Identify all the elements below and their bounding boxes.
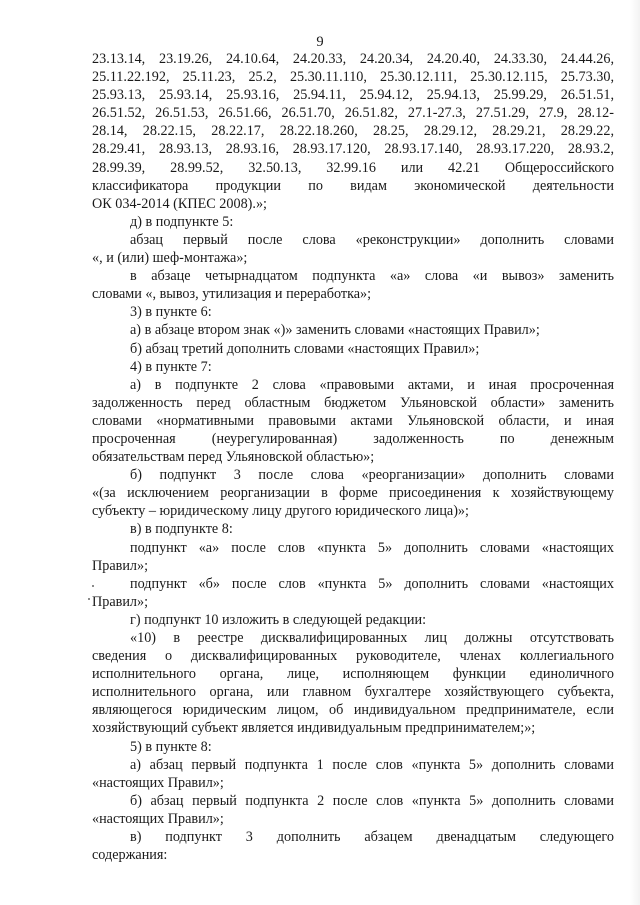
document-body [92, 50, 614, 864]
text-line: задолженность перед областным бюджетом Ульяновской области» заменить [92, 394, 614, 411]
text-line: а) в абзаце втором знак «)» заменить словами «настоящих Правил»; [130, 322, 540, 339]
text-line: 5) в пункте 8: [130, 738, 212, 755]
text-line: «настоящих Правил»; [92, 810, 224, 827]
text-line: 28.14, 28.22.15, 28.22.17, 28.22.18.260, 28.25, 28.29.12, 28.29.21, 28.29.22, [92, 123, 614, 140]
text-line: б) абзац третий дополнить словами «настоящих Правил»; [130, 340, 480, 357]
text-line: 28.99.39, 28.99.52, 32.50.13, 32.99.16 или 42.21 Общероссийского [92, 159, 614, 176]
text-line: 4) в пункте 7: [130, 358, 212, 375]
text-line: подпункт «а» после слов «пункта 5» дополнить словами «настоящих [130, 539, 614, 556]
text-line: 3) в пункте 6: [130, 304, 212, 321]
text-line: в) подпункт 3 дополнить абзацем двенадцатым следующего [130, 829, 614, 846]
text-line: классификатора продукции по видам экономической деятельности [92, 177, 614, 194]
text-line: «, и (или) шеф-монтажа»; [92, 250, 248, 267]
text-line: 23.13.14, 23.19.26, 24.10.64, 24.20.33, 24.20.34, 24.20.40, 24.33.30, 24.44.26, [92, 51, 614, 67]
text-line: 25.11.22.192, 25.11.23, 25.2, 25.30.11.110, 25.30.12.111, 25.30.12.115, 25.73.30, [92, 69, 614, 86]
text-line: сведения о дисквалифицированных руководителе, членах коллегиального [92, 648, 614, 665]
text-line: ОК 034-2014 (КПЕС 2008).»; [92, 195, 267, 212]
text-line: «настоящих Правил»; [92, 774, 224, 791]
text-line: д) в подпункте 5: [130, 213, 234, 230]
text-line: подпункт «б» после слов «пункта 5» дополнить словами «настоящих [130, 575, 614, 592]
text-line: Правил»; [92, 557, 149, 574]
page-number: 9 [316, 34, 324, 50]
text-line: словами «, вывоз, утилизация и переработка»; [92, 286, 372, 303]
text-line: «10) в реестре дисквалифицированных лиц должны отсутствовать [130, 630, 614, 646]
text-line: обязательствам перед Ульяновской областью»; [92, 449, 375, 466]
text-line: хозяйствующий субъект является индивидуальным предпринимателем;»; [92, 720, 536, 737]
text-line: содержания: [92, 847, 168, 864]
text-line: в абзаце четырнадцатом подпункта «а» слова «и вывоз» заменить [130, 268, 614, 285]
text-line: словами «нормативными правовыми актами Ульяновской области, и иная [92, 412, 614, 429]
text-line: 28.29.41, 28.93.13, 28.93.16, 28.93.17.120, 28.93.17.140, 28.93.17.220, 28.93.2, [92, 141, 614, 158]
text-line: 26.51.52, 26.51.53, 26.51.66, 26.51.70, 26.51.82, 27.1-27.3, 27.51.29, 27.9, 28.12- [92, 105, 614, 122]
text-line: б) абзац первый подпункта 2 после слов «пункта 5» дополнить словами [130, 792, 614, 809]
text-line: г) подпункт 10 изложить в следующей редакции: [130, 611, 427, 628]
text-line: «(за исключением реорганизации в форме присоединения к хозяйствующему [92, 485, 614, 502]
text-line: а) абзац первый подпункта 1 после слов «пункта 5» дополнить словами [130, 756, 614, 773]
text-line: просроченная (неурегулированная) задолженность по денежным [92, 430, 614, 447]
text-line: а) в подпункте 2 слова «правовыми актами, и иная просроченная [130, 376, 614, 393]
scan-speck [88, 598, 90, 600]
text-line: исполнительного органа, лице, исполняющем функции единоличного [92, 666, 614, 683]
text-line: б) подпункт 3 после слова «реорганизации» дополнить словами [130, 467, 614, 484]
text-line: в) в подпункте 8: [130, 521, 233, 538]
text-line: 25.93.13, 25.93.14, 25.93.16, 25.94.11, 25.94.12, 25.94.13, 25.99.29, 26.51.51, [92, 87, 614, 104]
scan-edge-shadow [630, 0, 640, 905]
text-line: Правил»; [92, 593, 149, 610]
text-line: исполнительного органа, или главном бухгалтере хозяйствующего субъекта, [92, 684, 614, 701]
text-line: абзац первый после слова «реконструкции» дополнить словами [130, 231, 614, 248]
text-line: являющегося юридическим лицом, об индивидуальном предпринимателе, если [92, 702, 614, 719]
scan-speck [92, 585, 94, 587]
text-line: субъекту – юридическому лицу другого юридического лица)»; [92, 503, 469, 520]
